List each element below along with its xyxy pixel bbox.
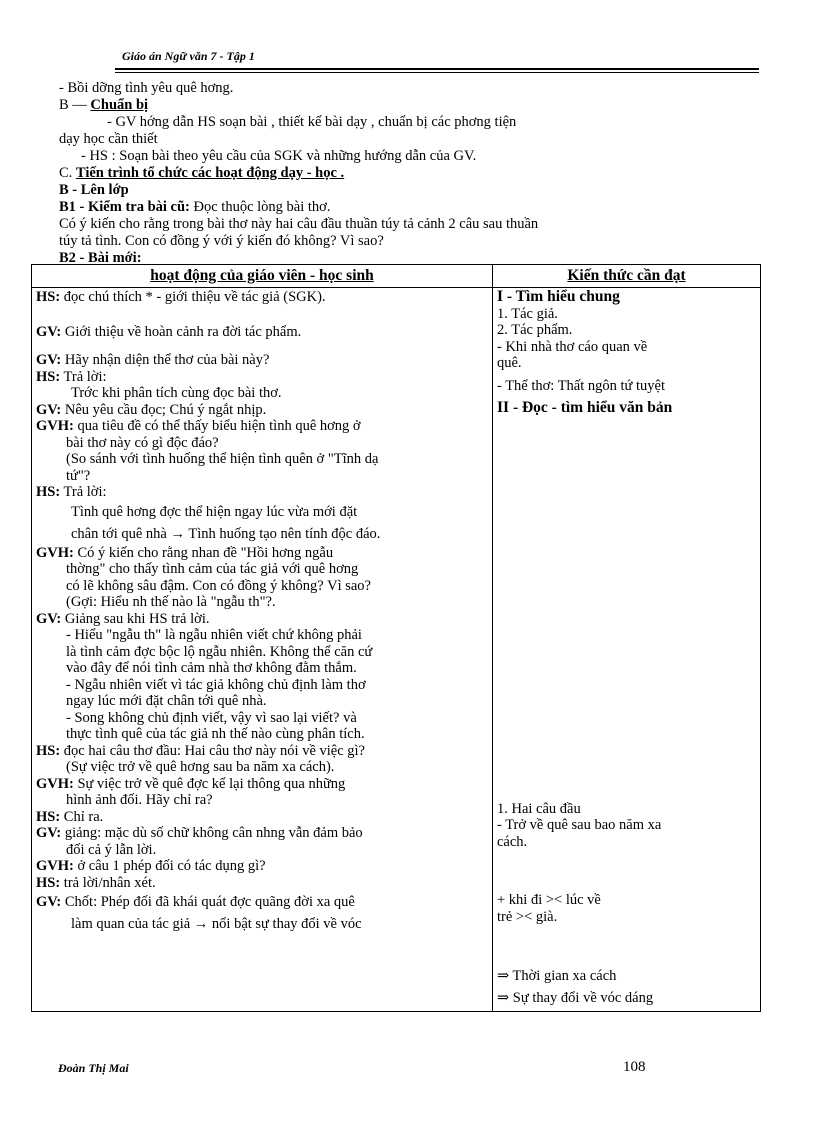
table-line: 1. Tác giả. [497,305,558,322]
intro-line [59,97,759,114]
table-line: (So sánh với tình huống thể hiện tình quên ở "Tĩnh dạ [66,451,379,467]
table-line: GVH: Có ý kiến cho rằng nhan đề "Hồi hơng ngẫu [36,544,334,561]
lesson-table [31,264,761,1012]
intro-line: - HS : Soạn bài theo yêu cầu của SGK và những hướng dẫn của GV. [81,148,477,164]
table-line: HS: Chỉ ra. [36,808,104,825]
table-line: cách. [497,833,528,850]
table-line: GV: Chốt: Phép đối đã khái quát đợc quãng đời xa quê [36,894,355,910]
table-line: có lẽ không sâu đậm. Con có đồng ý không? Vì sao? [66,577,371,594]
section-prefix: C. [59,165,76,181]
table-line: ⇒ Thời gian xa cách [497,968,617,984]
table-line: GV: Hãy nhận diện thể thơ của bài này? [36,352,270,368]
knowledge-cell [493,288,761,1012]
table-line: thực tình quê của tác giả nh thế nào cùng phân tích. [66,726,365,742]
table-line: (Gợi: Hiểu nh thế nào là "ngẫu th"?. [66,594,276,610]
table-line: GV: Nêu yêu cầu đọc; Chú ý ngắt nhịp. [36,401,267,418]
table-line: - Song không chủ định viết, vậy vì sao lại viết? và [66,709,357,726]
table-line: Tình quê hơng đợc thể hiện ngay lúc vừa mới đặt [71,503,358,520]
table-line: là tình cảm đợc bộc lộ ngẫu nhiên. Không thể căn cứ [66,643,373,660]
table-line: Trớc khi phân tích cùng đọc bài thơ. [71,385,282,401]
table-line: HS: Trả lời: [36,368,107,385]
table-line: 2. Tác phẩm. [497,322,573,338]
table-line: đối cả ý lẫn lời. [66,841,157,858]
table-line: ⇒ Sự thay đổi về vóc dáng [497,990,654,1006]
table-line: GV: Giảng sau khi HS trả lời. [36,610,210,627]
table-line: GVH: qua tiêu đề có thể thấy biểu hiện tình quê hơng ở [36,418,361,434]
table-line: thờng" cho thấy tình cảm của tác giả với quê hơng [66,561,359,577]
table-line: - Trở về quê sau bao năm xa [497,817,662,833]
intro-line: - Bồi dỡng tình yêu quê hơng. [59,80,234,96]
table-line: vào đây để nói tình cảm nhà thơ không đằm thắm. [66,660,357,676]
table-line: trẻ >< già. [497,908,558,925]
table-line: hình ảnh đối. Hãy chỉ ra? [66,792,213,808]
table-line: GV: giảng: mặc dù số chữ không cân nhng vẫn đảm bảo [36,825,363,841]
col-header-right: Kiến thức cần đạt [493,265,761,288]
header-rule-thin [115,72,759,73]
table-line: làm quan của tác giả → nổi bật sự thay đổi về vóc [71,916,362,932]
intro-line [59,199,759,216]
table-line: quê. [497,355,522,371]
table-line: GV: Giới thiệu về hoàn cảnh ra đời tác phẩm. [36,323,302,340]
col-header-left: hoạt động của giáo viên - học sinh [32,265,493,288]
intro-line: túy tả tình. Con có đồng ý với ý kiến đó không? Vì sao? [59,233,384,249]
footer-author: Đoàn Thị Mai [58,1061,129,1075]
table-line: - Hiểu "ngẫu th" là ngẫu nhiên viết chứ không phải [66,627,362,643]
table-line: I - Tìm hiểu chung [497,288,620,305]
table-line: bài thơ này có gì độc đáo? [66,434,219,451]
header-title: Giáo án Ngữ văn 7 - Tập 1 [122,49,255,63]
table-line: HS: trả lời/nhân xét. [36,874,156,891]
section-prefix: B — [59,97,91,113]
section-label: B1 - Kiểm tra bài cũ: [59,199,190,215]
section-heading: B - Lên lớp [59,182,129,198]
section-heading: B2 - Bài mới: [59,250,142,266]
table-line: - Khi nhà thơ cáo quan về [497,338,648,355]
table-line: + khi đi >< lúc về [497,892,601,908]
intro-line: dạy học cần thiết [59,131,158,147]
table-line: GVH: ở câu 1 phép đối có tác dụng gì? [36,858,266,874]
table-line: (Sự việc trở về quê hơng sau ba năm xa cách). [66,759,335,775]
table-line: GVH: Sự việc trở về quê đợc kể lại thông qua những [36,775,346,792]
page-number: 108 [623,1059,646,1075]
activities-cell [32,288,493,1012]
intro-line: Có ý kiến cho rằng trong bài thơ này hai câu đầu thuần túy tả cảnh 2 câu sau thuần [59,216,539,232]
section-text: Đọc thuộc lòng bài thơ. [189,199,331,215]
table-line: - Ngẫu nhiên viết vì tác giả không chủ định làm thơ [66,676,366,693]
section-heading: Chuẩn bị [90,97,149,113]
table-line: tứ"? [66,467,91,484]
table-line: ngay lúc mới đặt chân tới quê nhà. [66,693,267,709]
intro-line: - GV hớng dẫn HS soạn bài , thiết kế bài dạy , chuẩn bị các phơng tiện [107,114,517,130]
table-line: HS: Trả lời: [36,484,107,500]
table-line: chân tới quê nhà → Tình huống tạo nên tính độc đáo. [71,525,381,542]
table-line: HS: đọc chú thích * - giới thiệu về tác giả (SGK). [36,289,326,305]
table-line: II - Đọc - tìm hiểu văn bản [497,399,673,416]
intro-line [59,165,759,182]
header-rule [115,68,759,70]
table-line: 1. Hai câu đầu [497,800,581,817]
table-line: HS: đọc hai câu thơ đầu: Hai câu thơ này nói về việc gì? [36,742,365,759]
section-heading: Tiến trình tổ chức các hoạt động dạy - học . [75,165,345,181]
table-line: - Thể thơ: Thất ngôn tứ tuyệt [497,377,666,394]
intro-section [59,80,759,267]
